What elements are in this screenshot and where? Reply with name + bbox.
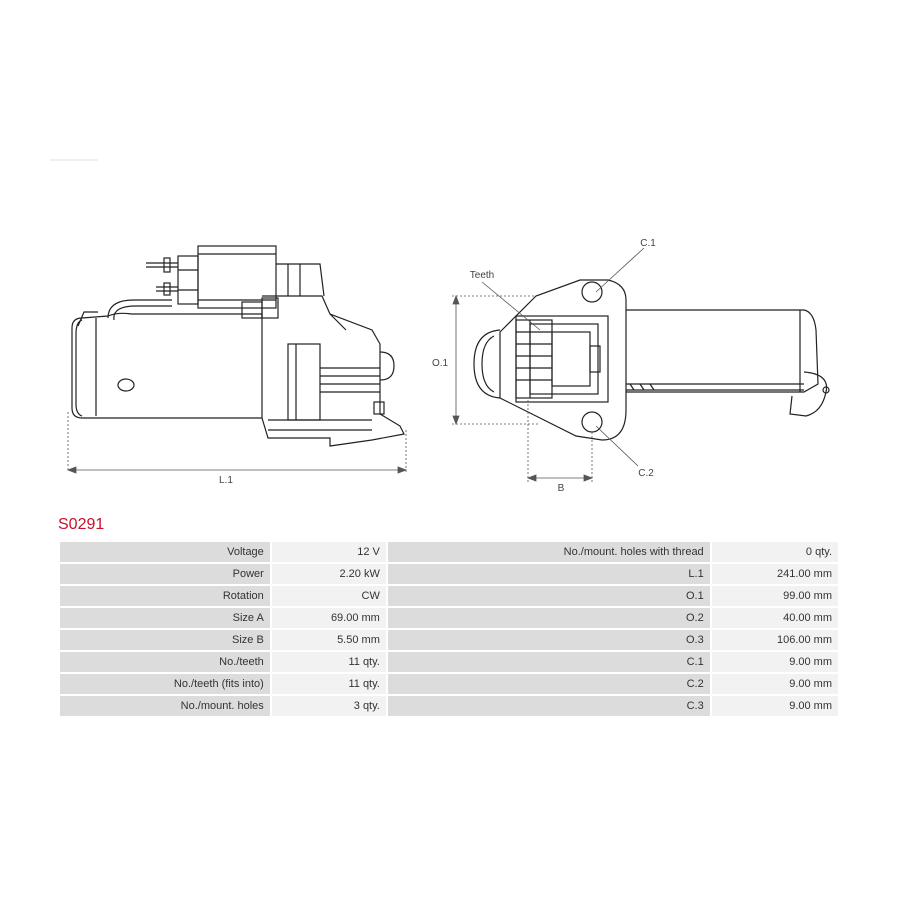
spec-value: 2.20 kW <box>272 564 386 584</box>
spec-value: 9.00 mm <box>712 696 838 716</box>
spec-label: O.3 <box>388 630 710 650</box>
label-l1: L.1 <box>219 475 233 486</box>
table-row <box>60 652 838 672</box>
label-c1: C.1 <box>640 238 656 249</box>
spec-value: CW <box>272 586 386 606</box>
spec-label: O.1 <box>388 586 710 606</box>
spec-label: C.2 <box>388 674 710 694</box>
spec-value: 9.00 mm <box>712 674 838 694</box>
table-row <box>60 586 838 606</box>
spec-label: O.2 <box>388 608 710 628</box>
front-view <box>474 280 829 440</box>
table-row <box>60 608 838 628</box>
spec-value: 69.00 mm <box>272 608 386 628</box>
spec-table-body <box>60 542 838 716</box>
spec-value: 0 qty. <box>712 542 838 562</box>
spec-label: No./mount. holes with thread <box>388 542 710 562</box>
spec-value: 99.00 mm <box>712 586 838 606</box>
side-view <box>72 246 404 446</box>
label-b: B <box>557 483 565 494</box>
spec-value: 9.00 mm <box>712 652 838 672</box>
spec-label: Size B <box>60 630 270 650</box>
label-teeth: Teeth <box>469 270 495 281</box>
spec-label: Power <box>60 564 270 584</box>
spec-label: L.1 <box>388 564 710 584</box>
spec-label: Voltage <box>60 542 270 562</box>
table-row <box>60 564 838 584</box>
dimension-b <box>528 400 592 482</box>
spec-label: No./teeth <box>60 652 270 672</box>
label-c2: C.2 <box>638 468 654 479</box>
spec-value: 106.00 mm <box>712 630 838 650</box>
spec-label: Rotation <box>60 586 270 606</box>
spec-value: 40.00 mm <box>712 608 838 628</box>
spec-value: 11 qty. <box>272 652 386 672</box>
spec-label: C.3 <box>388 696 710 716</box>
spec-label: Size A <box>60 608 270 628</box>
table-row <box>60 542 838 562</box>
spec-label: No./teeth (fits into) <box>60 674 270 694</box>
dimension-o1 <box>452 296 540 424</box>
table-row <box>60 696 838 716</box>
spec-label: C.1 <box>388 652 710 672</box>
spec-label: No./mount. holes <box>60 696 270 716</box>
part-code: S0291 <box>58 516 105 533</box>
spec-value: 3 qty. <box>272 696 386 716</box>
table-row <box>60 674 838 694</box>
spec-value: 12 V <box>272 542 386 562</box>
spec-value: 241.00 mm <box>712 564 838 584</box>
label-o1: O.1 <box>431 358 449 369</box>
table-row <box>60 630 838 650</box>
spec-table <box>58 540 840 718</box>
spec-value: 5.50 mm <box>272 630 386 650</box>
spec-value: 11 qty. <box>272 674 386 694</box>
